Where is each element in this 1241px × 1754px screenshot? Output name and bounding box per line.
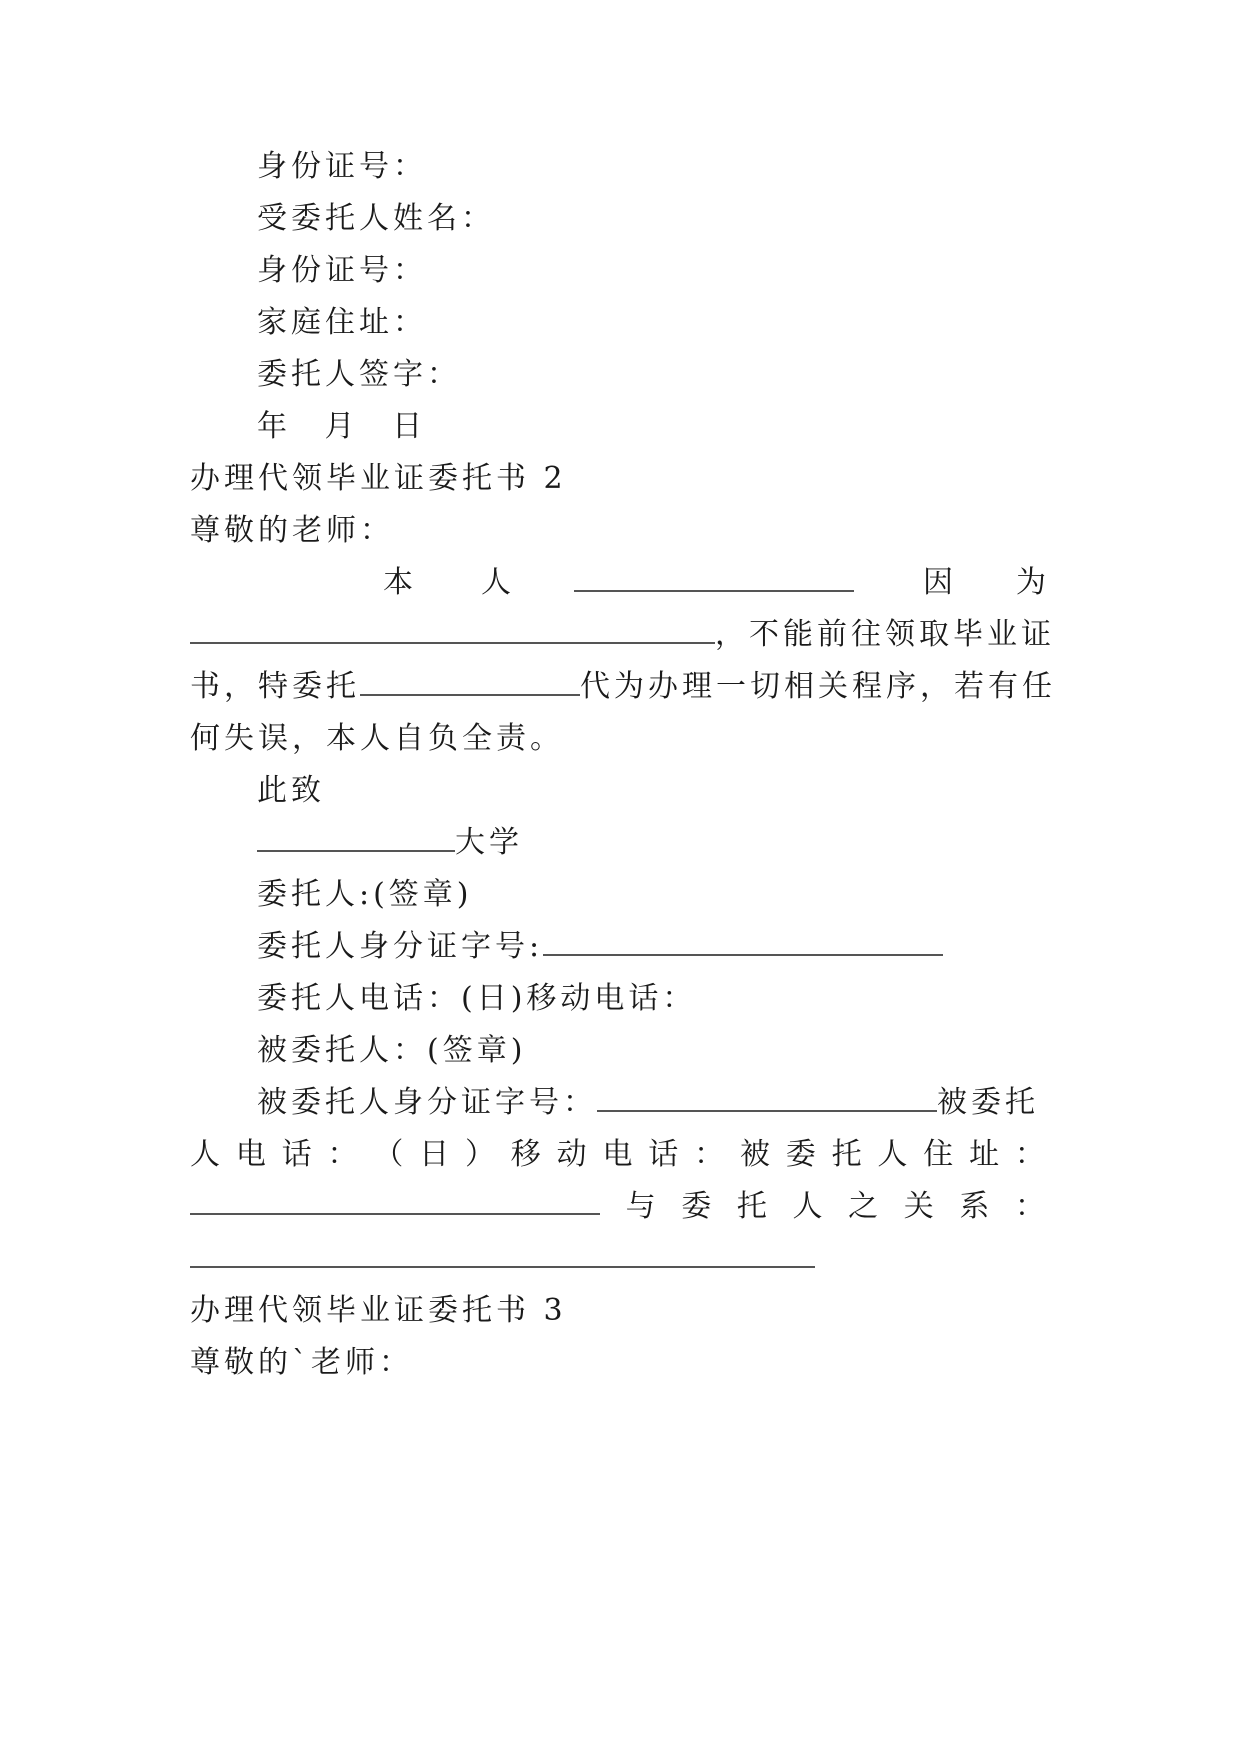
phone-char: 话 <box>281 1137 312 1172</box>
trustee-id-blank <box>597 1084 937 1112</box>
word-ben: 本 <box>383 565 417 600</box>
phone-char: ） <box>464 1137 495 1172</box>
phone-char: 电 <box>235 1137 266 1172</box>
delegator-id-line <box>257 927 943 967</box>
relation-char: 之 <box>848 1189 879 1224</box>
delegator-id-blank <box>543 928 943 956</box>
phone-char: 人 <box>190 1137 220 1172</box>
phone-char: ： <box>327 1137 358 1172</box>
trustee-id-tail: 被委托 <box>937 1085 1039 1120</box>
entrust-line <box>190 667 1056 707</box>
trustee-id-number-label: 身份证号： <box>257 253 427 288</box>
signature-label: 委托人签字： <box>257 357 461 392</box>
phone-char: ： <box>1014 1137 1045 1172</box>
salutation-2: 尊敬的老师： <box>190 513 394 548</box>
phone-char: （ <box>373 1137 404 1172</box>
phone-char: 址 <box>969 1137 1000 1172</box>
id-number-label: 身份证号： <box>257 149 427 184</box>
relation-blank <box>190 1240 815 1268</box>
phone-char: 托 <box>831 1137 862 1172</box>
trustee-name-label: 受委托人姓名： <box>257 201 495 236</box>
section-title-3: 办理代领毕业证委托书 3 <box>190 1293 567 1328</box>
address-blank <box>190 1187 600 1215</box>
relation-char: 委 <box>681 1189 712 1224</box>
greeting: 此致 <box>257 773 325 808</box>
delegator-id-label: 委托人身分证字号: <box>257 929 544 964</box>
phone-char: 人 <box>877 1137 908 1172</box>
home-address-label: 家庭住址： <box>257 305 427 340</box>
relation-char: 系 <box>959 1189 990 1224</box>
phone-char: ： <box>694 1137 725 1172</box>
responsibility-line: 何失误，本人自负全责。 <box>190 721 564 756</box>
salutation-3: 尊敬的`老师： <box>190 1345 413 1380</box>
reason-line <box>190 615 1055 655</box>
date-label: 年 月 日 <box>257 409 437 444</box>
relation-char: 人 <box>792 1189 823 1224</box>
entrust-text-b: 代为办理一切相关程序，若有任 <box>580 669 1056 704</box>
university-blank <box>257 824 455 852</box>
reason-blank <box>190 616 715 644</box>
word-wei: 为 <box>1016 565 1050 600</box>
university-label: 大学 <box>455 825 523 860</box>
phone-char: 被 <box>739 1137 770 1172</box>
phone-char: 委 <box>785 1137 816 1172</box>
delegator-phone: 委托人电话：(日)移动电话： <box>257 981 697 1016</box>
relation-char: 与 <box>625 1189 656 1224</box>
trustee-id-line <box>257 1083 1039 1123</box>
delegator-signature: 委托人:(签章) <box>257 877 473 912</box>
phone-char: 住 <box>923 1137 954 1172</box>
university-line <box>257 823 523 863</box>
entrust-text-a: 书，特委托 <box>190 669 360 704</box>
section-title-2: 办理代领毕业证委托书 2 <box>190 461 567 496</box>
trustee-blank <box>360 668 580 696</box>
reason-continuation: ，不能前往领取毕业证 <box>715 617 1055 652</box>
phone-char: 话 <box>648 1137 679 1172</box>
trustee-id-label: 被委托人身分证字号： <box>257 1085 597 1120</box>
trustee-phone-line <box>190 1135 1045 1175</box>
name-blank <box>574 563 854 603</box>
trustee-signature: 被委托人：(签章) <box>257 1033 527 1068</box>
phone-char: 移 <box>510 1137 541 1172</box>
word-ren: 人 <box>481 565 515 600</box>
relation-blank-line <box>190 1239 815 1279</box>
phone-char: 日 <box>419 1137 450 1172</box>
phone-char: 电 <box>602 1137 633 1172</box>
relation-char: 托 <box>736 1189 767 1224</box>
relation-line <box>190 1187 1045 1227</box>
relation-char: 关 <box>903 1189 934 1224</box>
word-yin: 因 <box>923 565 957 600</box>
phone-char: 动 <box>556 1137 587 1172</box>
relation-char: ： <box>1015 1189 1045 1224</box>
